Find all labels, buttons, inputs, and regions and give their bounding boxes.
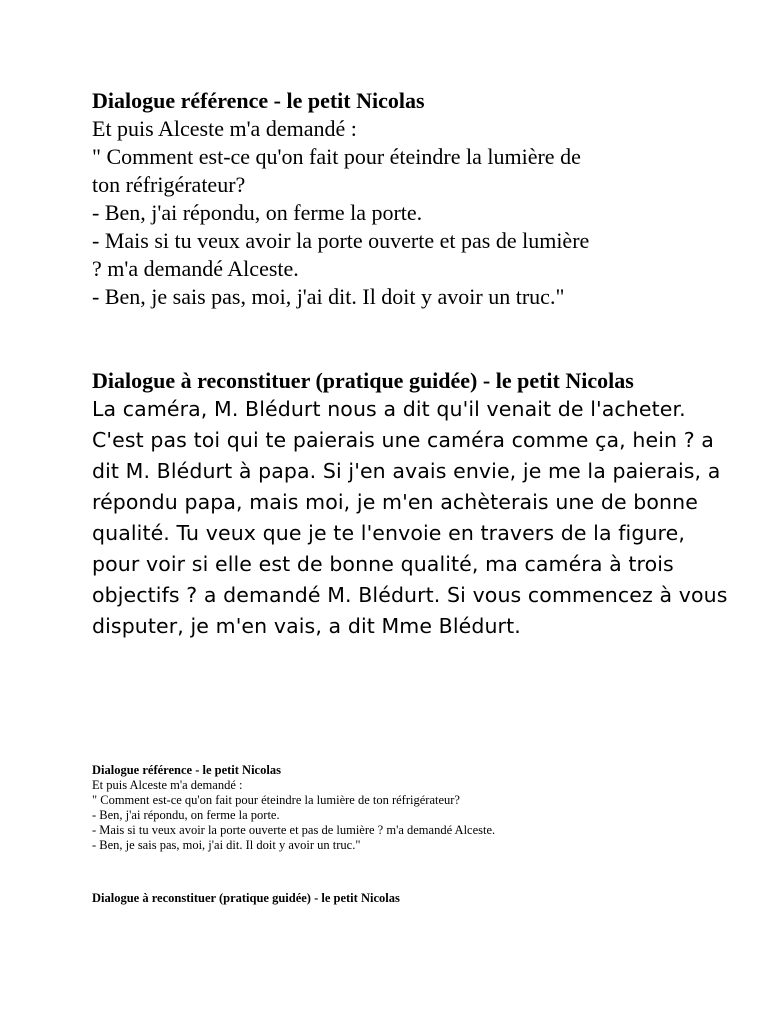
- guided-practice-small-section: [92, 891, 728, 906]
- dialogue-line: - Ben, j'ai répondu, on ferme la porte.: [92, 200, 423, 225]
- reference-dialogue-small-section: [92, 763, 728, 853]
- dialogue-line: - Mais si tu veux avoir la porte ouverte et pas de lumière: [92, 228, 590, 253]
- dialogue-line: - Ben, je sais pas, moi, j'ai dit. Il doit y avoir un truc.": [92, 284, 565, 309]
- dialogue-line: ton réfrigérateur?: [92, 172, 246, 197]
- dialogue-line-small: - Ben, je sais pas, moi, j'ai dit. Il doit y avoir un truc.": [92, 838, 361, 852]
- dialogue-line-small: - Mais si tu veux avoir la porte ouverte et pas de lumière ? m'a demandé Alceste.: [92, 823, 496, 837]
- dialogue-line-small: Et puis Alceste m'a demandé :: [92, 778, 243, 792]
- reference-dialogue-title: Dialogue référence - le petit Nicolas: [92, 88, 425, 113]
- dialogue-line-small: " Comment est-ce qu'on fait pour éteindre la lumière de ton réfrigérateur?: [92, 793, 460, 807]
- guided-practice-section: [92, 367, 728, 642]
- reference-dialogue-small-title: Dialogue référence - le petit Nicolas: [92, 763, 281, 777]
- guided-practice-paragraph: La caméra, M. Blédurt nous a dit qu'il venait de l'acheter. C'est pas toi qui te paierais une caméra comme ça, hein ? a dit M. Blédurt à papa. Si j'en avais envie, je me la paierais, a répondu papa, mais moi, je m'en achèterais une de bonne qualité. Tu veux que je te l'envoie en travers de la figure, pour voir si elle est de bonne qualité, ma caméra à trois objectifs ? a demandé M. Blédurt. Si vous commencez à vous disputer, je m'en vais, a dit Mme Blédurt.: [92, 397, 728, 638]
- reference-dialogue-section: [92, 87, 728, 311]
- dialogue-line: Et puis Alceste m'a demandé :: [92, 116, 357, 141]
- dialogue-line-small: - Ben, j'ai répondu, on ferme la porte.: [92, 808, 280, 822]
- dialogue-line: " Comment est-ce qu'on fait pour éteindre la lumière de: [92, 144, 581, 169]
- guided-practice-title: Dialogue à reconstituer (pratique guidée) - le petit Nicolas: [92, 368, 634, 393]
- dialogue-line: ? m'a demandé Alceste.: [92, 256, 299, 281]
- guided-practice-small-title: Dialogue à reconstituer (pratique guidée) - le petit Nicolas: [92, 891, 400, 905]
